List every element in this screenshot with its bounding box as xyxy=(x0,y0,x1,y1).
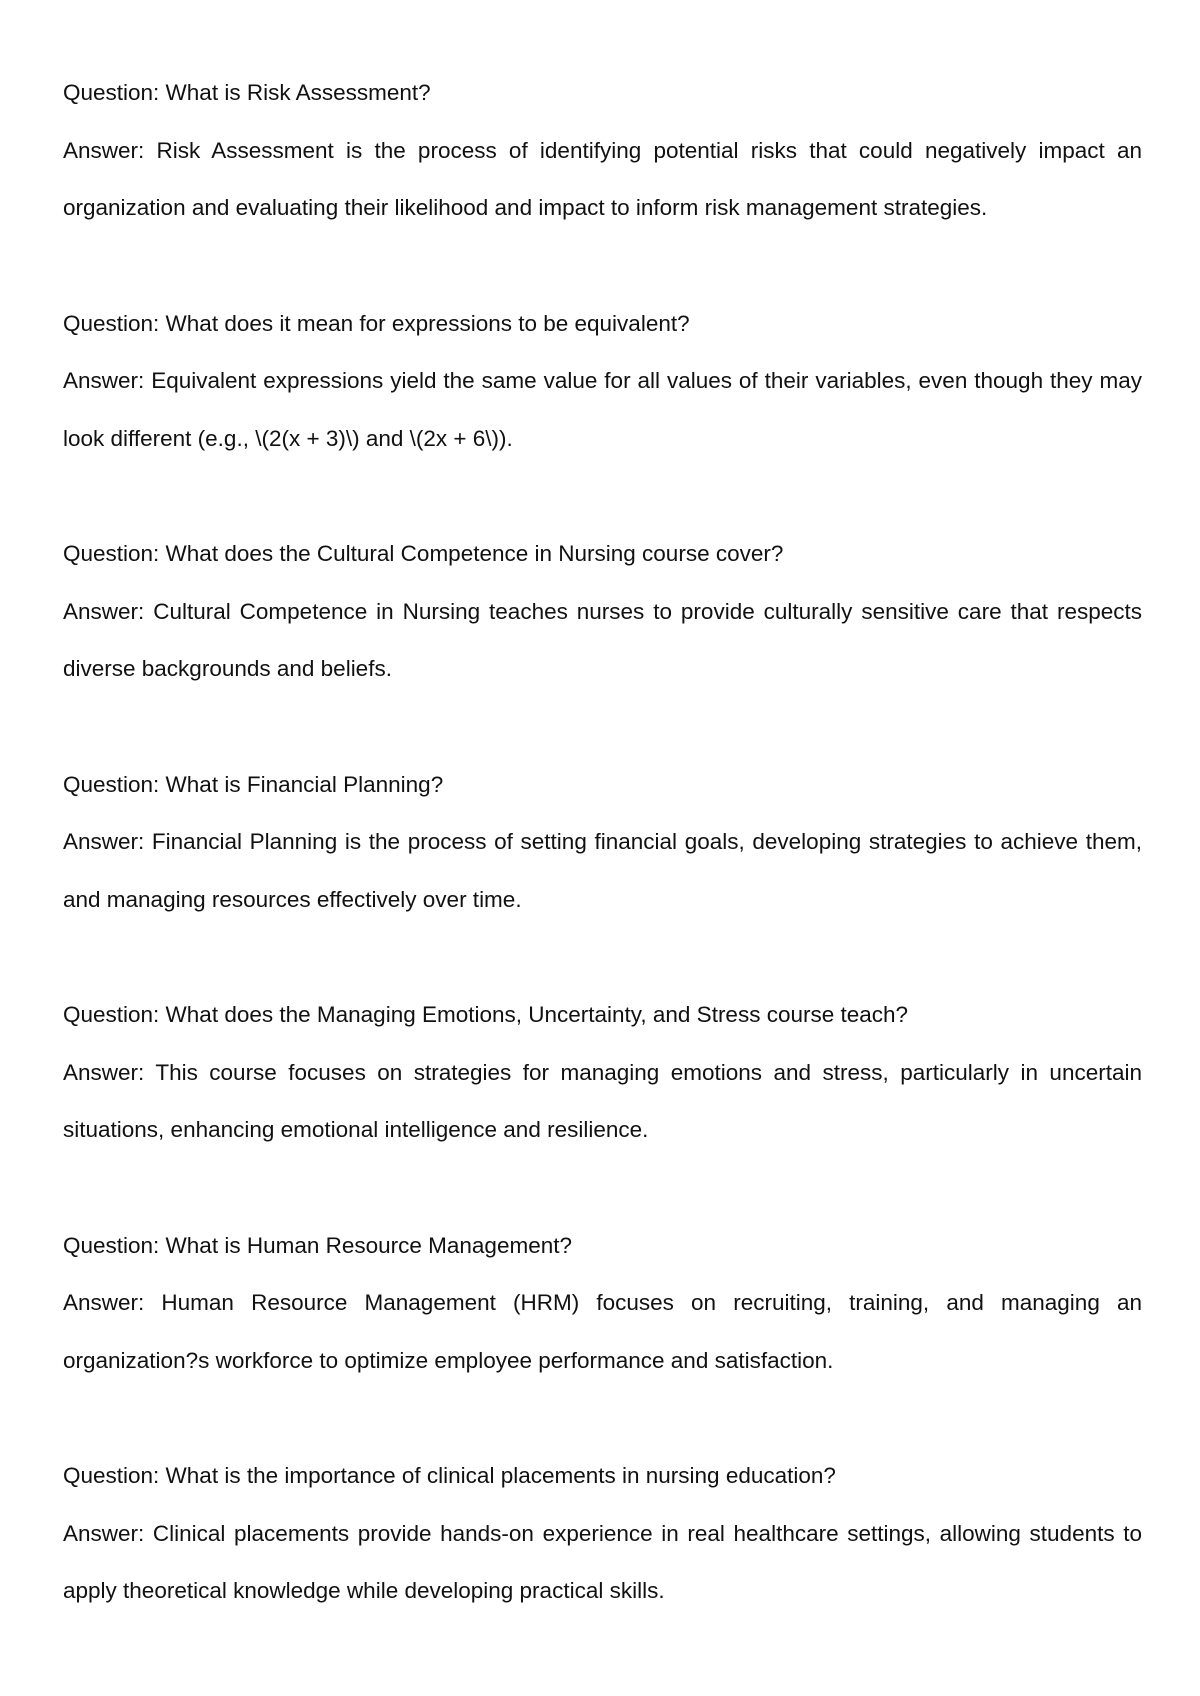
qa-item-managing-emotions xyxy=(63,986,1142,1159)
answer-text: Answer: Risk Assessment is the process of identifying potential risks that could negatively impact an organization and evaluating their likelihood and impact to inform risk management strategies. xyxy=(63,137,1142,220)
qa-item-risk-assessment xyxy=(63,64,1142,237)
answer-text: Answer: Equivalent expressions yield the same value for all values of their variables, even though they may look different (e.g., \(2(x + 3)\) and \(2x + 6\)). xyxy=(63,368,1142,451)
question-text: Question: What does it mean for expressions to be equivalent? xyxy=(63,310,690,336)
qa-item-equivalent-expressions xyxy=(63,295,1142,468)
question-text: Question: What is the importance of clinical placements in nursing education? xyxy=(63,1463,836,1488)
question-text: Question: What does the Managing Emotions, Uncertainty, and Stress course teach? xyxy=(63,1002,909,1027)
qa-item-clinical-placements xyxy=(63,1447,1142,1620)
answer-text: Answer: Clinical placements provide hands-on experience in real healthcare settings, allowing students to apply theoretical knowledge while developing practical skills. xyxy=(63,1520,1142,1603)
qa-item-human-resource-management xyxy=(63,1217,1142,1390)
question-text: Question: What is Financial Planning? xyxy=(63,771,444,797)
answer-text: Answer: Cultural Competence in Nursing teaches nurses to provide culturally sensitive care that respects diverse backgrounds and beliefs. xyxy=(63,598,1142,681)
answer-text: Answer: Financial Planning is the process of setting financial goals, developing strategies to achieve them, and managing resources effectively over time. xyxy=(63,829,1142,912)
document-page xyxy=(63,64,1142,1678)
qa-item-financial-planning xyxy=(63,756,1142,929)
question-text: Question: What does the Cultural Competence in Nursing course cover? xyxy=(63,541,784,566)
answer-text: Answer: This course focuses on strategies for managing emotions and stress, particularly in uncertain situations, enhancing emotional intelligence and resilience. xyxy=(63,1059,1142,1142)
answer-text: Answer: Human Resource Management (HRM) focuses on recruiting, training, and managing an organization?s workforce to optimize employee performance and satisfaction. xyxy=(63,1290,1142,1373)
qa-item-cultural-competence xyxy=(63,525,1142,698)
question-text: Question: What is Human Resource Management? xyxy=(63,1232,572,1258)
question-text: Question: What is Risk Assessment? xyxy=(63,80,431,105)
